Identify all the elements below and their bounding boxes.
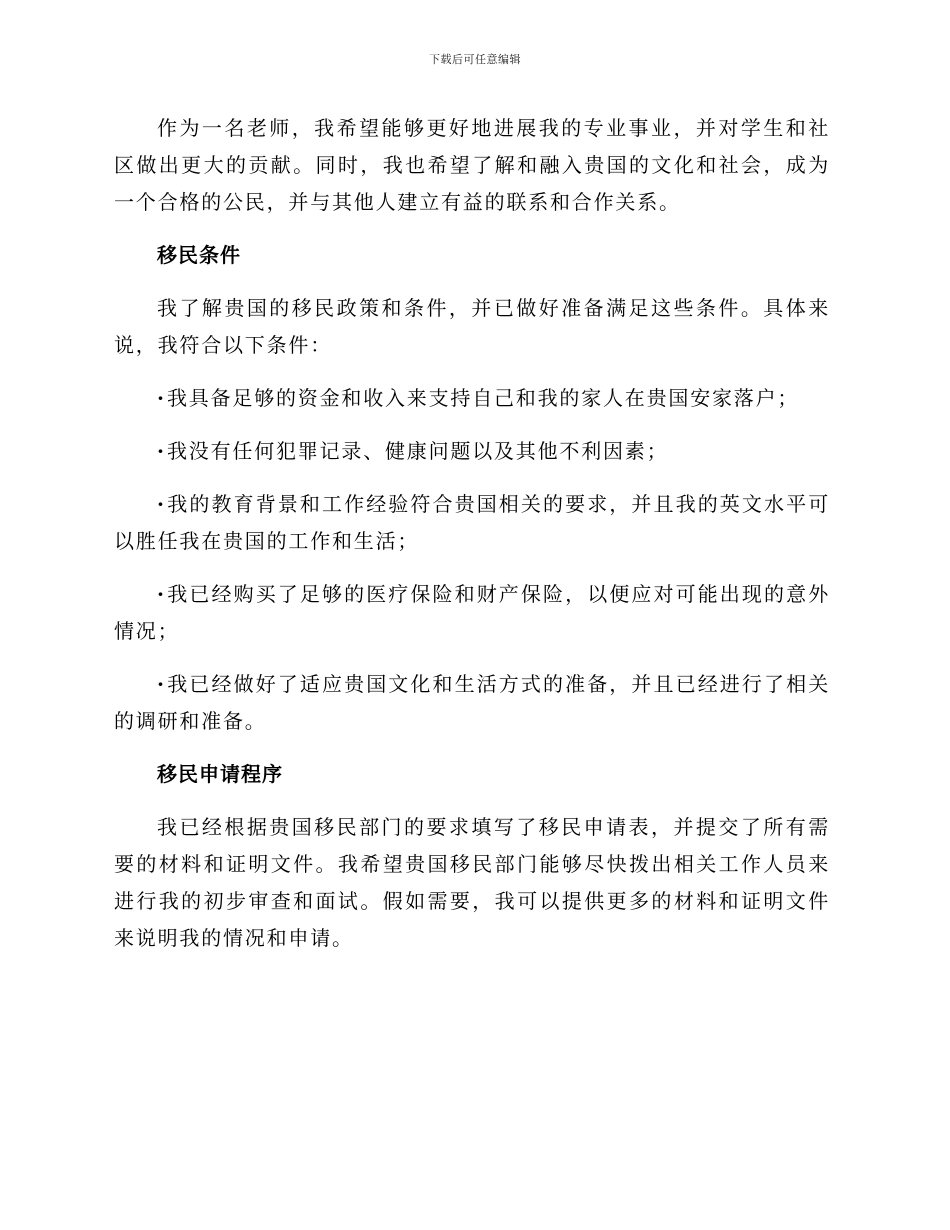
bullet-dot-icon: · xyxy=(157,672,166,696)
document-body xyxy=(114,110,830,957)
bullet-dot-icon: · xyxy=(157,582,166,606)
application-procedure-paragraph: 我已经根据贵国移民部门的要求填写了移民申请表，并提交了所有需要的材料和证明文件。我希望贵国移民部门能够尽快拨出相关工作人员来进行我的初步审查和面试。假如需要，我可以提供更多的材料和证明文件来说明我的情况和申请。 xyxy=(114,815,830,950)
condition-bullet-text: 我没有任何犯罪记录、健康问题以及其他不利因素； xyxy=(167,439,669,463)
intro-paragraph: 作为一名老师，我希望能够更好地进展我的专业事业，并对学生和社区做出更大的贡献。同时，我也希望了解和融入贵国的文化和社会，成为一个合格的公民，并与其他人建立有益的联系和合作关系。 xyxy=(114,116,830,214)
section-heading-application-procedure: 移民申请程序 xyxy=(157,762,283,786)
bullet-dot-icon: · xyxy=(157,439,166,463)
section-heading-immigration-conditions: 移民条件 xyxy=(157,243,241,267)
condition-bullet-text: 我具备足够的资金和收入来支持自己和我的家人在贵国安家落户； xyxy=(167,386,800,410)
condition-bullet-item xyxy=(114,433,830,470)
condition-bullet-item xyxy=(114,666,830,740)
condition-bullet-text: 我已经做好了适应贵国文化和生活方式的准备，并且已经进行了相关的调研和准备。 xyxy=(114,672,830,733)
condition-bullet-item xyxy=(114,486,830,560)
bullet-dot-icon: · xyxy=(157,386,166,410)
condition-bullet-text: 我的教育背景和工作经验符合贵国相关的要求，并且我的英文水平可以胜任我在贵国的工作和生活； xyxy=(114,492,830,553)
conditions-lead-paragraph: 我了解贵国的移民政策和条件，并已做好准备满足这些条件。具体来说，我符合以下条件： xyxy=(114,296,830,357)
condition-bullet-item xyxy=(114,380,830,417)
condition-bullet-item xyxy=(114,576,830,650)
bullet-dot-icon: · xyxy=(157,492,166,516)
page-header: 下载后可任意编辑 xyxy=(429,53,521,66)
condition-bullet-text: 我已经购买了足够的医疗保险和财产保险，以便应对可能出现的意外情况； xyxy=(114,582,830,643)
